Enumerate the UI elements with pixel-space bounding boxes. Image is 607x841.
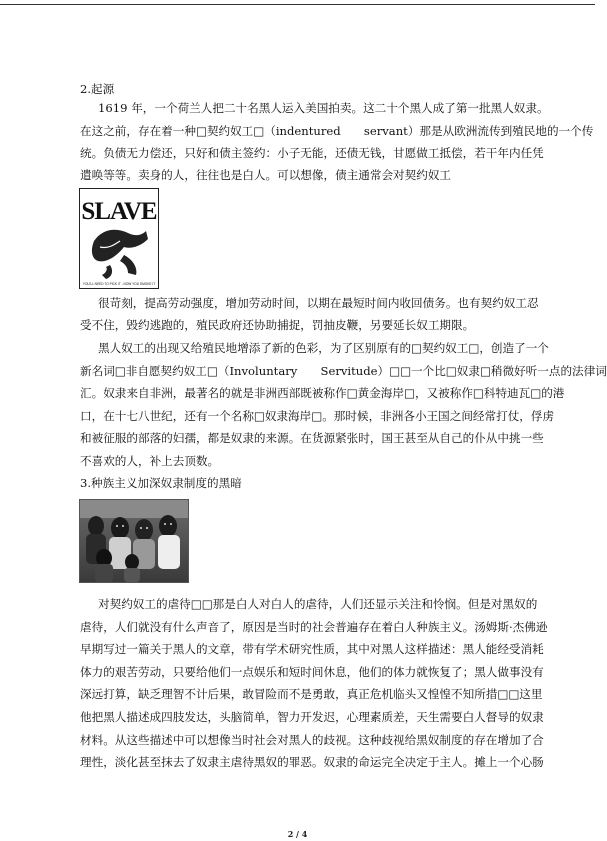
paragraph-line: 体力的艰苦劳动，只要给他们一点娱乐和短时间休息，他们的体力就恢复了；黑人做事没有 (80, 665, 544, 679)
paragraph-line: 受不住，毁约逃跑的，殖民政府还协助捕捉，罚抽皮鞭，另要延长奴工期限。 (80, 318, 475, 332)
paragraph-line: 遣唤等等。卖身的人，往往也是白人。可以想像，债主通常会对契约奴工 (80, 168, 452, 182)
section-2-heading: 2.起源 (80, 82, 115, 96)
paragraph-line: 口，在十七八世纪，还有一个名称□奴隶海岸□。那时候，非洲各小王国之间经常打仗，俘虏 (80, 409, 555, 423)
section-3-heading: 3.种族主义加深奴隶制度的黑暗 (80, 476, 242, 490)
paragraph-line: 在这之前，存在着一种□契约奴工□（indentured servant）那是从欧洲流传到殖民地的一个传 (80, 124, 594, 138)
paragraph-line: 深远打算，缺乏理智不计后果，敢冒险而不是勇敢，真正危机临头又惶惶不知所措□□这里 (80, 687, 543, 701)
paragraph-line: 汇。奴隶来自非洲，最著名的就是非洲西部既被称作□黄金海岸□，又被称作□科特迪瓦□的港 (80, 386, 565, 400)
paragraph-line: 早期写过一篇关于黑人的文章，带有学术研究性质，其中对黑人这样描述：黑人能经受消耗 (80, 642, 544, 656)
paragraph-line: 和被征服的部落的妇孺，都是奴隶的来源。在货源紧张时，国王甚至从自己的仆从中挑一些 (80, 431, 544, 445)
paragraph-line: 不喜欢的人，补上去顶数。 (80, 454, 220, 468)
paragraph-line: 黑人奴工的出现又给殖民地增添了新的色彩，为了区别原有的□契约奴工□，创造了一个 (98, 341, 549, 355)
children-photo (79, 499, 189, 583)
paragraph-line: 他把黑人描述成四肢发达，头脑简单，智力开发迟，心理素质差，天生需要白人督导的奴隶 (80, 710, 544, 724)
slave-poster-title: SLAVE (81, 198, 157, 225)
paragraph-line: 材料。从这些描述中可以想像当时社会对黑人的歧视。这种歧视给黑奴制度的存在增加了合 (80, 733, 544, 747)
paragraph-line: 很苛刻，提高劳动强度，增加劳动时间，以期在最短时间内收回债务。也有契约奴工忍 (98, 296, 539, 310)
slave-poster-caption: YOU'LL NEED TO PICK IT - NOW YOU SMOKE IT (82, 282, 156, 286)
paragraph-line: 理性，淡化甚至抹去了奴隶主虐待黑奴的罪恶。奴隶的命运完全决定于主人。摊上一个心肠 (80, 755, 544, 769)
slave-poster-image (79, 188, 159, 289)
paragraph-line: 统。负债无力偿还，只好和债主签约：小子无能，还债无钱，甘愿做工抵偿，若干年内任凭 (80, 146, 544, 160)
paragraph-line: 新名词□非自愿契约奴工□（Involuntary Servitude）□□一个比□奴隶□稍微好听一点的法律词 (80, 364, 607, 378)
paragraph-line: 对契约奴工的虐待□□那是白人对白人的虐待，人们还显示关注和怜悯。但是对黑奴的 (98, 597, 538, 611)
paragraph-line: 虐待，人们就没有什么声音了，原因是当时的社会普遍存在着白人种族主义。汤姆斯·杰佛逊 (80, 620, 548, 634)
page-number: 2 / 4 (287, 829, 308, 839)
paragraph-line: 1619 年，一个荷兰人把二十名黑人运入美国拍卖。这二十个黑人成了第一批黑人奴隶。 (98, 101, 549, 115)
